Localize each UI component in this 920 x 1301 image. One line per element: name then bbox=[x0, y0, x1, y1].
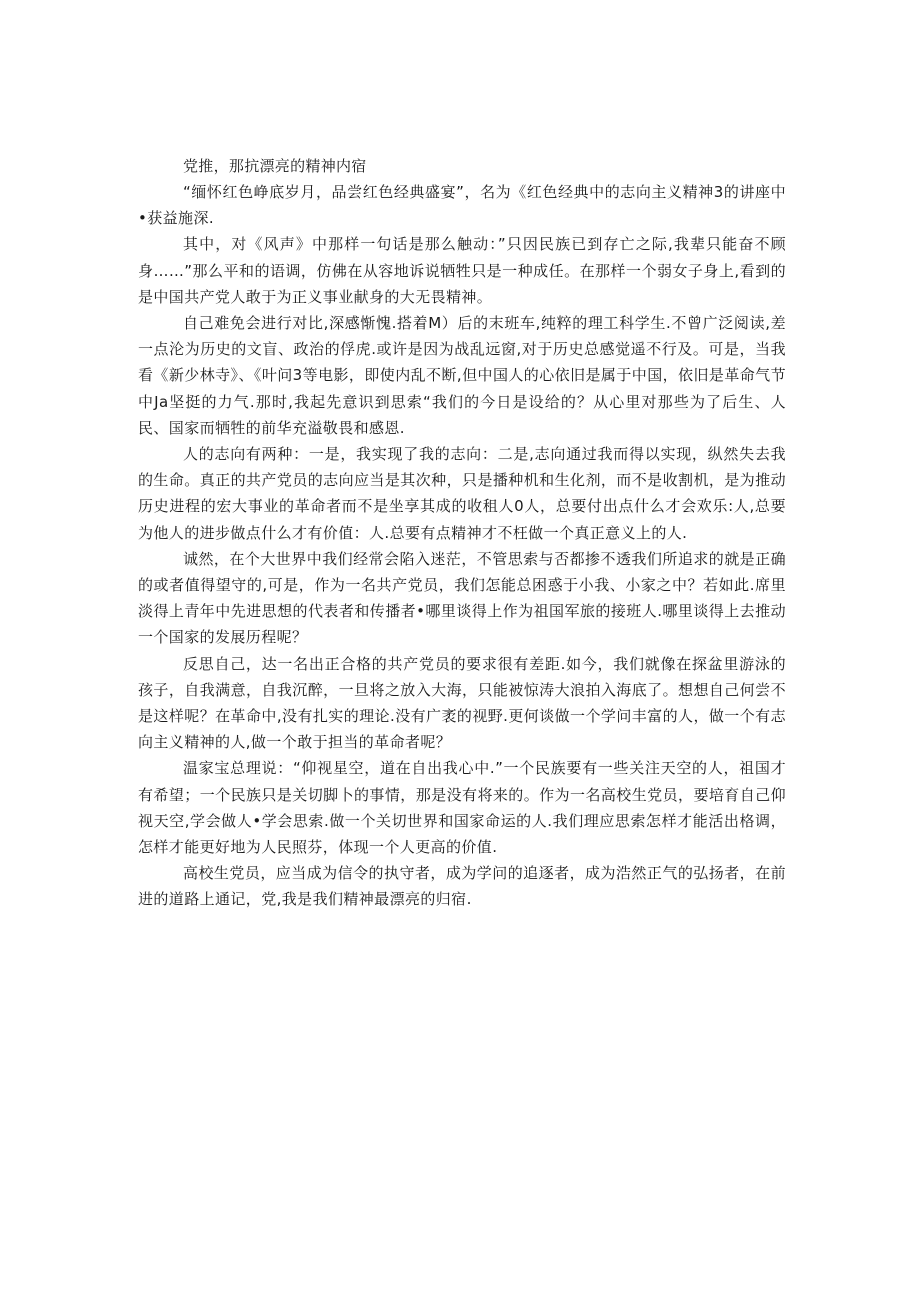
paragraph: 高校生党员，应当成为信令的执守者，成为学问的追逐者，成为浩然正气的弘扬者，在前进的道路上通记，党,我是我们精神最漂亮的归宿. bbox=[138, 864, 786, 909]
document-title: 党推，那抗漂亮的精神内宿 bbox=[183, 157, 367, 175]
paragraph: 其中，对《风声》中那样一句话是那么触动：”只因民族已到存亡之际,我辈只能奋不顾身……”那么平和的语调，仿佛在从容地诉说牺牲只是一种成任。在那样一个弱女子身上,看到的是中国共产党人敢于为正义事业献身的大无畏精神。 bbox=[138, 235, 786, 306]
paragraph: 人的志向有两种：一是，我实现了我的志向：二是,志向通过我而得以实现，纵然失去我的生命。真正的共产党员的志向应当是其次种，只是播种机和生化剂，而不是收割机，是为推动历史进程的宏大事业的革命者而不是坐享其成的收租人0人，总要付出点什么才会欢乐:人,总要为他人的进步做点什么才有价值：人.总要有点精神才不枉做一个真正意义上的人. bbox=[138, 445, 786, 542]
document-body bbox=[138, 153, 786, 913]
paragraph: 反思自己，达一名出正合格的共产党员的要求很有差距.如今，我们就像在探盆里游泳的孩子，自我满意，自我沉醉，一旦将之放入大海，只能被惊涛大浪拍入海底了。想想自己何尝不是这样呢？在革命中,没有扎实的理论.没有广袤的视野.更何谈做一个学问丰富的人，做一个有志向主义精神的人,做一个敢于担当的革命者呢？ bbox=[138, 654, 786, 752]
paragraph: 自己难免会进行对比,深感惭愧.搭着M）后的末班车,纯粹的理工科学生.不曾广泛阅读,差一点沦为历史的文盲、政治的俘虎.或许是因为战乱远窗,对于历史总感觉遥不行及。可是，当我看《新少林寺》、《叶问3等电影，即使内乱不断,但中国人的心依旧是属于中国，依旧是革命气节中Ja坚挺的力气.那时,我起先意识到思索“我们的今日是设给的？从心里对那些为了后生、人民、国家而牺牲的前华充溢敬畏和感恩. bbox=[138, 314, 786, 437]
paragraph: 诚然，在个大世界中我们经常会陷入迷茫，不管思索与否都掺不透我们所追求的就是正确的或者值得望守的,可是，作为一名共产党员，我们怎能总困惑于小我、小家之中？若如此.席里淡得上青年中先进思想的代表者和传播者•哪里谈得上作为祖国军旅的接班人.哪里谈得上去推动一个国家的发展历程呢？ bbox=[138, 549, 786, 647]
paragraph: “缅怀红色峥底岁月，品尝红色经典盛宴”，名为《红色经典中的志向主义精神3的讲座中•获益施深. bbox=[138, 183, 786, 228]
paragraph: 温家宝总理说：“仰视星空，道在自出我心中.”一个民族要有一些关注天空的人，祖国才有希望；一个民族只是关切脚卜的事情，那是没有将来的。作为一名高校生党员，要培育自己仰视天空,学会做人•学会思索.做一个关切世界和国家命运的人.我们理应思索怎样才能活出格调，怎样才能更好地为人民照芬，体现一个人更高的价值. bbox=[138, 759, 786, 857]
